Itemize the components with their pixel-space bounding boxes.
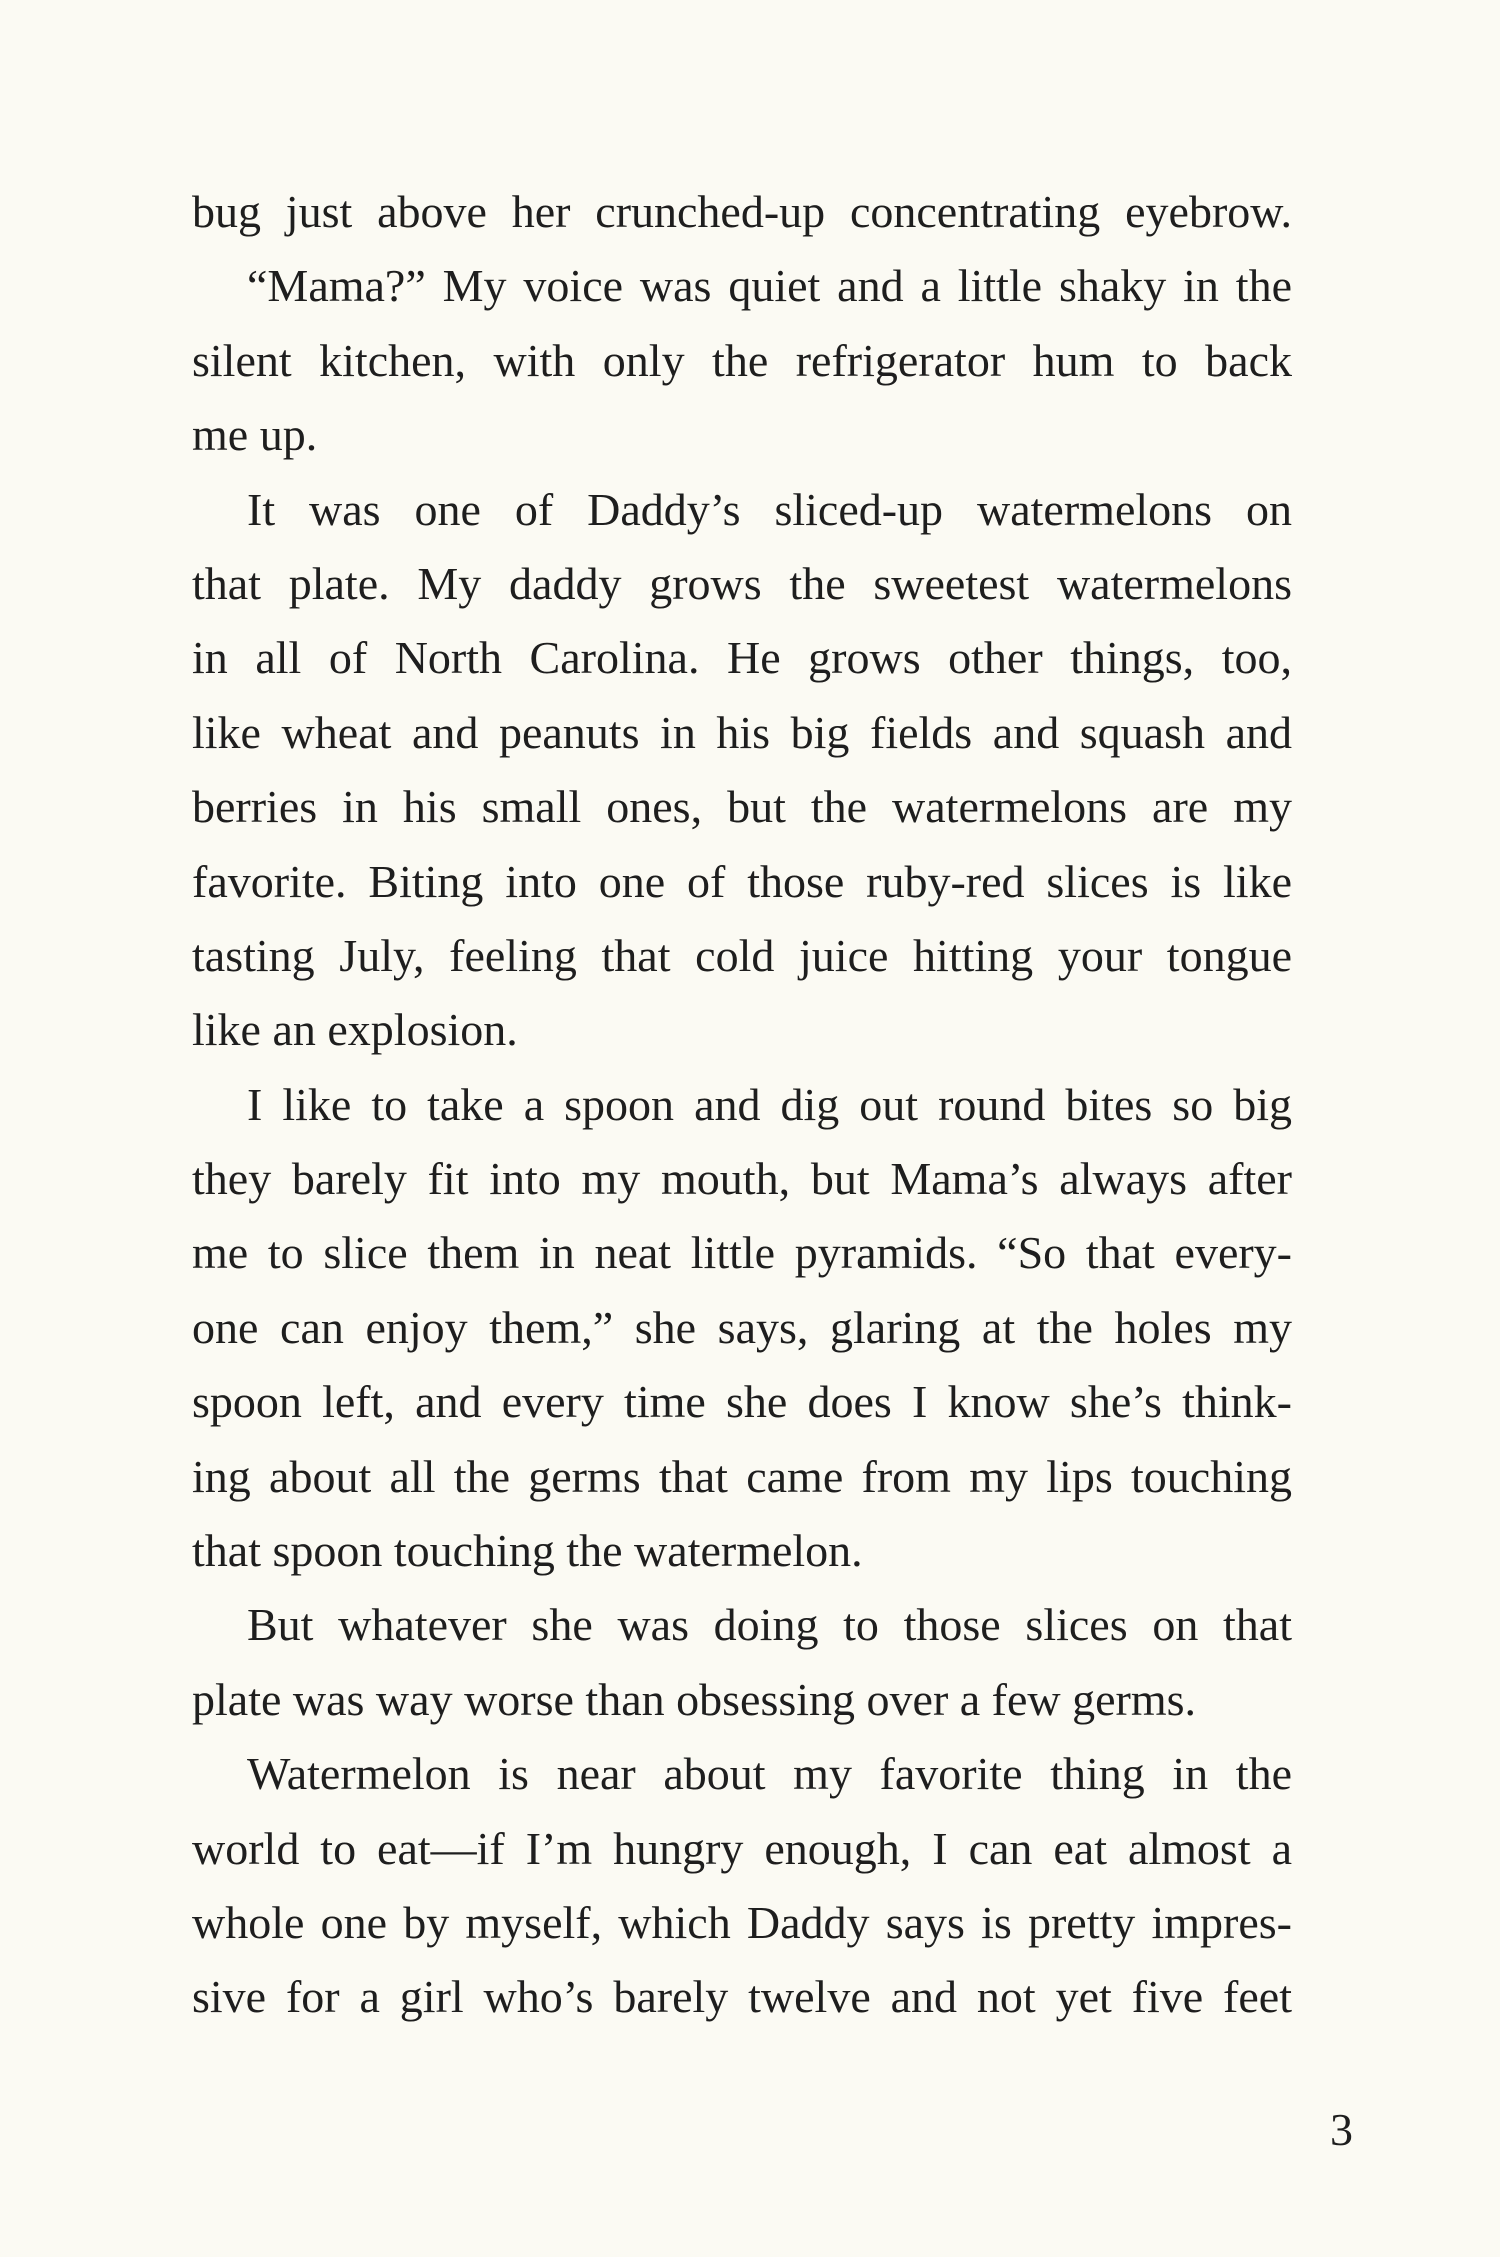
text-line: silent kitchen, with only the refrigerator hum to back <box>192 334 1292 386</box>
text-line: world to eat—if I’m hungry enough, I can eat almost a <box>192 1822 1292 1874</box>
text-line: like wheat and peanuts in his big fields and squash and <box>192 706 1292 758</box>
text-line: me up. <box>192 409 318 461</box>
text-line: tasting July, feeling that cold juice hitting your tongue <box>192 929 1292 981</box>
page-number: 3 <box>1330 2104 1353 2155</box>
text-line: ing about all the germs that came from my lips touching <box>192 1450 1292 1502</box>
text-line: in all of North Carolina. He grows other things, too, <box>192 632 1292 684</box>
text-line: that plate. My daddy grows the sweetest watermelons <box>192 557 1292 609</box>
text-line: spoon left, and every time she does I know she’s think- <box>192 1376 1292 1428</box>
text-line: I like to take a spoon and dig out round bites so big <box>247 1078 1292 1130</box>
text-line: berries in his small ones, but the watermelons are my <box>192 781 1292 833</box>
text-line: like an explosion. <box>192 1004 518 1056</box>
text-line: favorite. Biting into one of those ruby-red slices is like <box>192 855 1292 907</box>
page-body-text <box>192 175 1292 2035</box>
text-line: sive for a girl who’s barely twelve and not yet five feet <box>192 1971 1292 2023</box>
text-line: whole one by myself, which Daddy says is pretty impres- <box>192 1896 1292 1948</box>
text-line: me to slice them in neat little pyramids. “So that every- <box>192 1227 1292 1279</box>
text-line: But whatever she was doing to those slices on that <box>247 1599 1292 1651</box>
text-line: Watermelon is near about my favorite thing in the <box>247 1748 1292 1800</box>
text-line: that spoon touching the watermelon. <box>192 1525 863 1577</box>
text-line: bug just above her crunched-up concentrating eyebrow. <box>192 186 1292 237</box>
text-line: “Mama?” My voice was quiet and a little shaky in the <box>247 260 1292 312</box>
text-line: they barely fit into my mouth, but Mama’s always after <box>192 1153 1292 1205</box>
text-line: It was one of Daddy’s sliced-up watermelons on <box>247 483 1292 535</box>
text-line: one can enjoy them,” she says, glaring at the holes my <box>192 1301 1292 1353</box>
text-line: plate was way worse than obsessing over a few germs. <box>192 1673 1197 1725</box>
